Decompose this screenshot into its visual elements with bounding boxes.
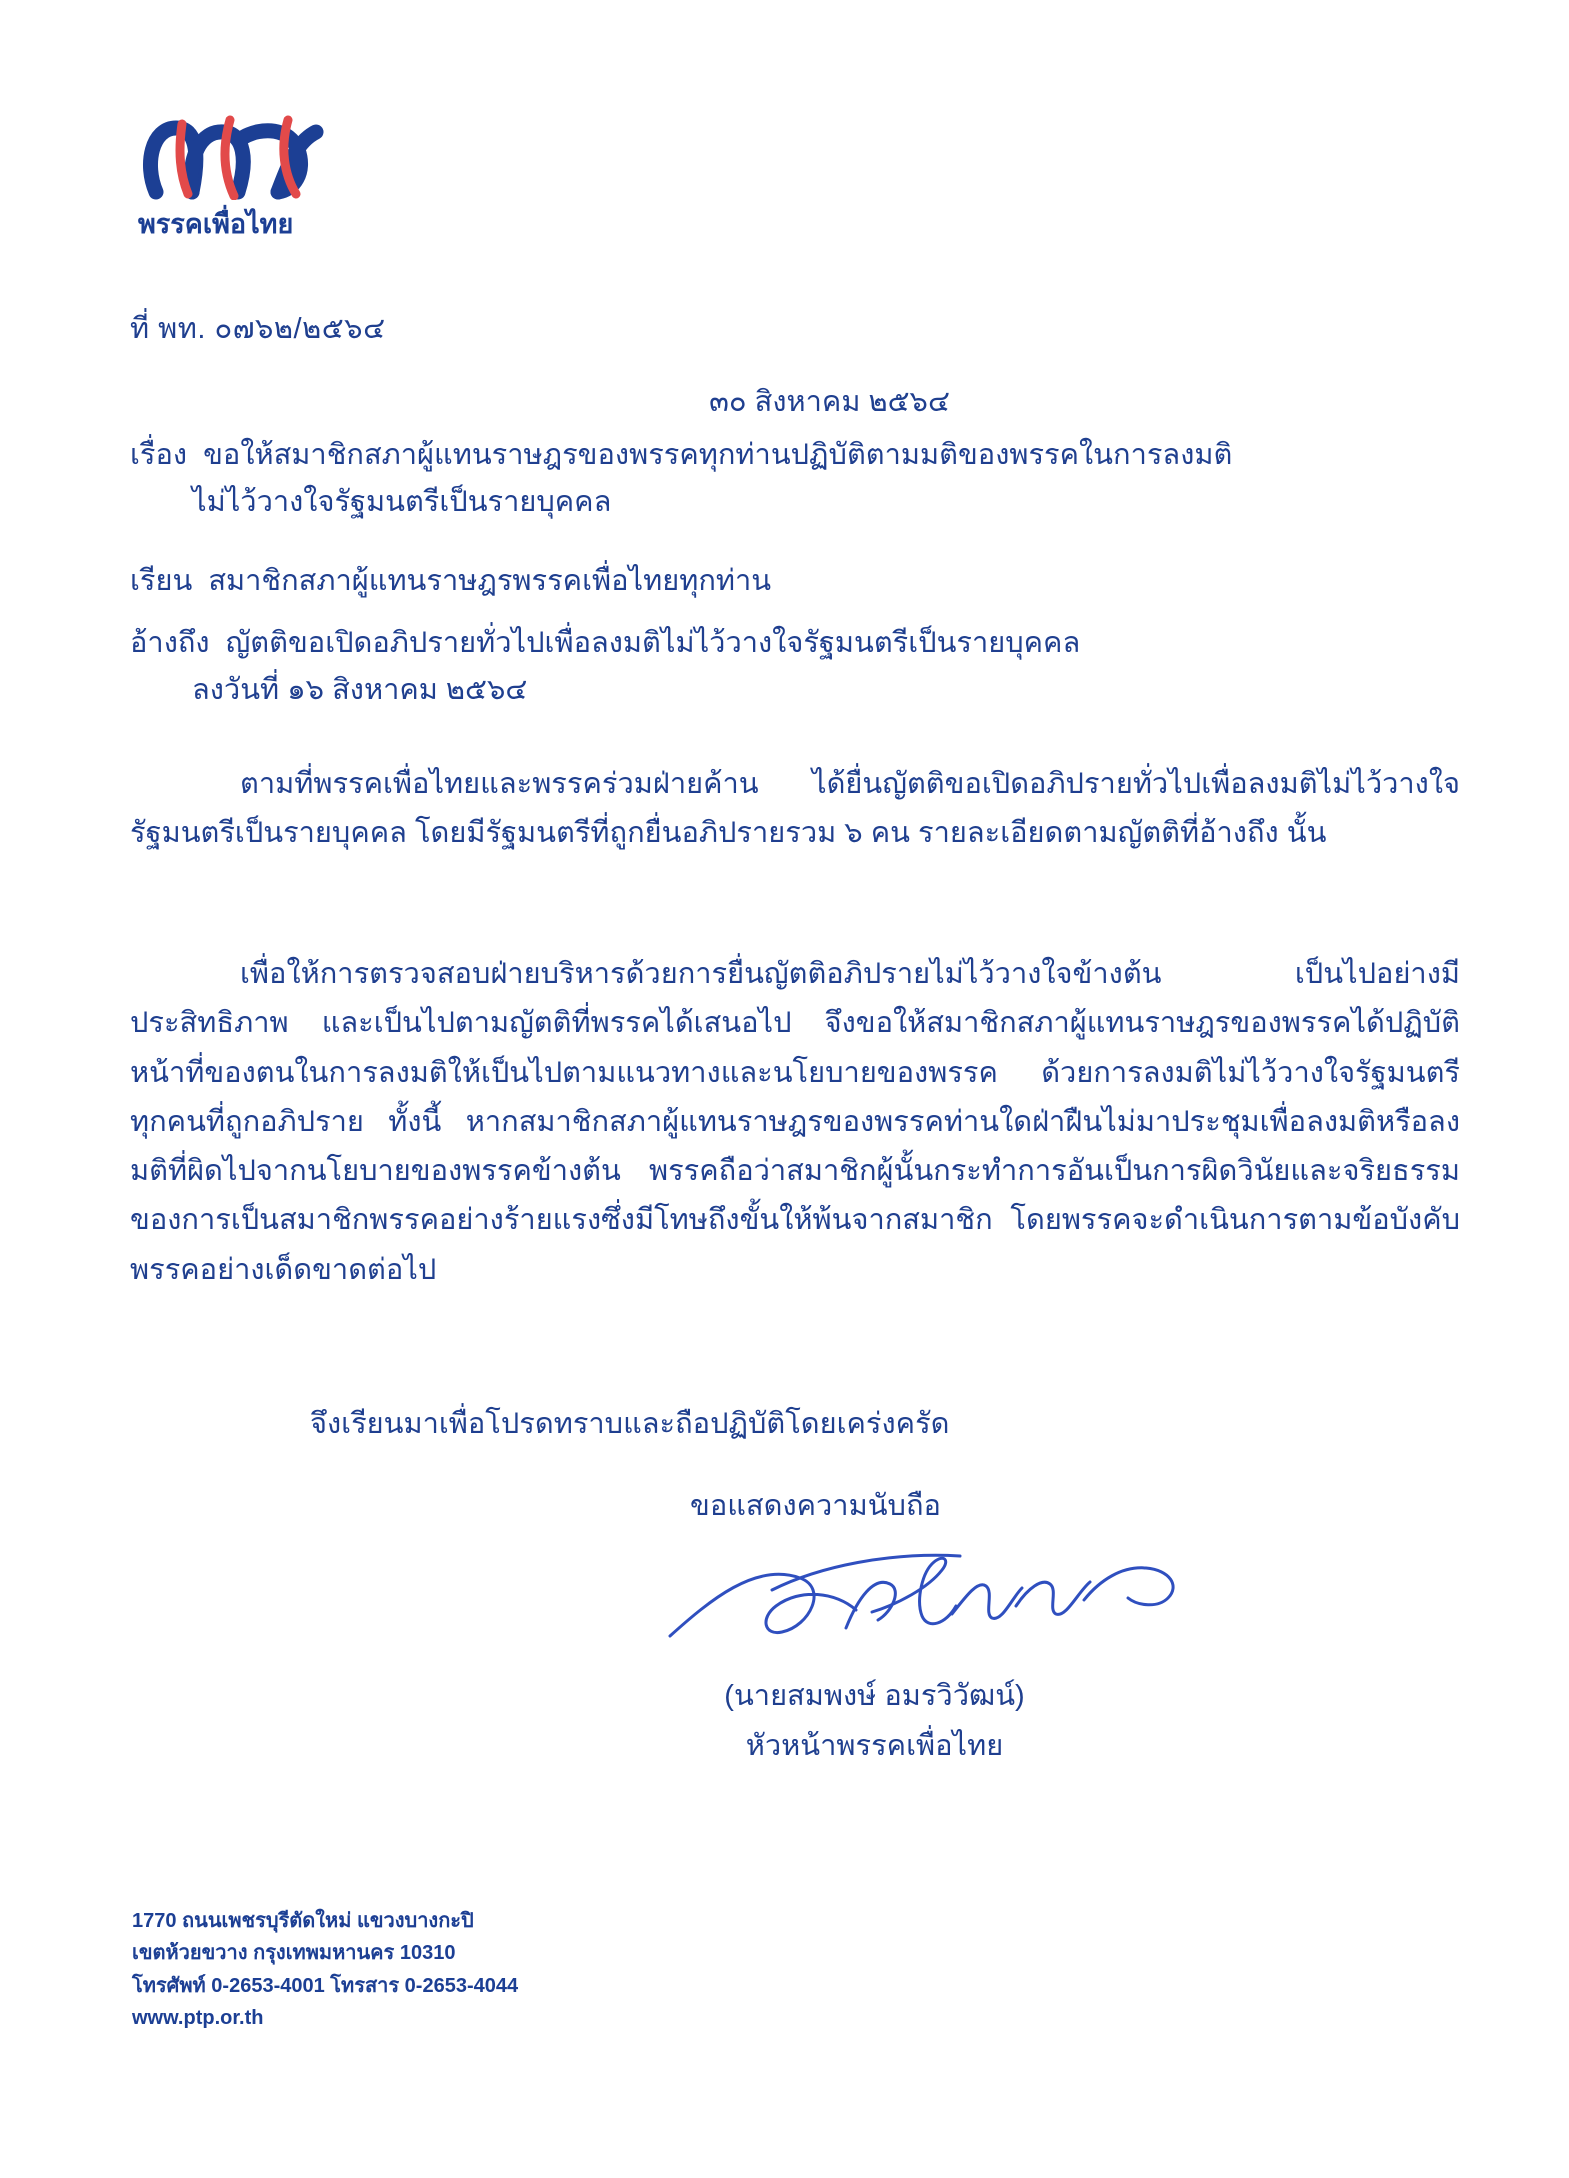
body-paragraph-2: เพื่อให้การตรวจสอบฝ่ายบริหารด้วยการยื่นญัตติอภิปรายไม่ไว้วางใจข้างต้น เป็นไปอย่างมีประสิทธิภาพ และเป็นไปตามญัตติที่พรรคได้เสนอไป จึงขอให้สมาชิกสภาผู้แทนราษฎรของพรรคได้ปฏิบัติหน้าที่ของตนในการลงมติให้เป็นไปตามแนวทางและนโยบายของพรรค ด้วยการลงมติไม่ไว้วางใจรัฐมนตรีทุกคนที่ถูกอภิปราย ทั้งนี้ หากสมาชิกสภาผู้แทนราษฎรของพรรคท่านใดฝ่าฝืนไม่มาประชุมเพื่อลงมติหรือลงมติที่ผิดไปจากนโยบายของพรรคข้างต้น พรรคถือว่าสมาชิกผู้นั้นกระทำการอันเป็นการผิดวินัยและจริยธรรมของการเป็นสมาชิกพรรคอย่างร้ายแรงซึ่งมีโทษถึงขั้นให้พ้นจากสมาชิก โดยพรรคจะดำเนินการตามข้อบังคับพรรคอย่างเด็ดขาดต่อไป	[130, 958, 1460, 1286]
closing-salutation: ขอแสดงความนับถือ	[690, 1490, 941, 1522]
footer-address-line-1: 1770 ถนนเพชรบุรีตัดใหม่ แขวงบางกะปิ	[132, 1910, 474, 1932]
document-number: ที่ พท. ๐๗๖๒/๒๕๖๔	[130, 313, 386, 345]
subject-line-1: ขอให้สมาชิกสภาผู้แทนราษฎรของพรรคทุกท่านปฏิบัติตามมติของพรรคในการลงมติ	[203, 439, 1233, 471]
subject-label: เรื่อง	[130, 439, 188, 471]
letterhead	[138, 108, 378, 238]
subject-line-2: ไม่ไว้วางใจรัฐมนตรีเป็นรายบุคคล	[192, 485, 612, 518]
ptp-party-logo-icon	[138, 108, 338, 200]
footer-website: www.ptp.or.th	[132, 2007, 264, 2030]
footer-address-line-2: เขตห้วยขวาง กรุงเทพมหานคร 10310	[132, 1942, 456, 1965]
reference-label: อ้างถึง	[130, 627, 210, 659]
footer-contact-line: โทรศัพท์ 0-2653-4001 โทรสาร 0-2653-4044	[132, 1974, 519, 1997]
body-paragraph-3: จึงเรียนมาเพื่อโปรดทราบและถือปฏิบัติโดยเคร่งครัด	[310, 1408, 950, 1440]
signer-name: (นายสมพงษ์ อมรวิวัฒน์)	[724, 1680, 1025, 1712]
reference-block	[130, 620, 1450, 714]
attention-value: สมาชิกสภาผู้แทนราษฎรพรรคเพื่อไทยทุกท่าน	[208, 565, 772, 597]
signer-title: หัวหน้าพรรคเพื่อไทย	[745, 1730, 1004, 1762]
attention-block	[130, 558, 1450, 605]
body-paragraph-1: ตามที่พรรคเพื่อไทยและพรรคร่วมฝ่ายค้าน ได้ยื่นญัตติขอเปิดอภิปรายทั่วไปเพื่อลงมติไม่ไว้วางใจรัฐมนตรีเป็นรายบุคคล โดยมีรัฐมนตรีที่ถูกยื่นอภิปรายรวม ๖ คน รายละเอียดตามญัตติที่อ้างถึง นั้น	[130, 768, 1460, 850]
attention-label: เรียน	[130, 565, 193, 597]
subject-block	[130, 432, 1450, 526]
party-name-label: พรรคเพื่อไทย	[138, 209, 294, 239]
reference-line-1: ญัตติขอเปิดอภิปรายทั่วไปเพื่อลงมติไม่ไว้วางใจรัฐมนตรีเป็นรายบุคคล	[225, 627, 1081, 659]
footer-block	[132, 1905, 518, 2035]
reference-line-2: ลงวันที่ ๑๖ สิงหาคม ๒๕๖๔	[192, 673, 528, 706]
document-date: ๓๐ สิงหาคม ๒๕๖๔	[709, 386, 950, 418]
handwritten-signature-icon	[660, 1540, 1220, 1670]
